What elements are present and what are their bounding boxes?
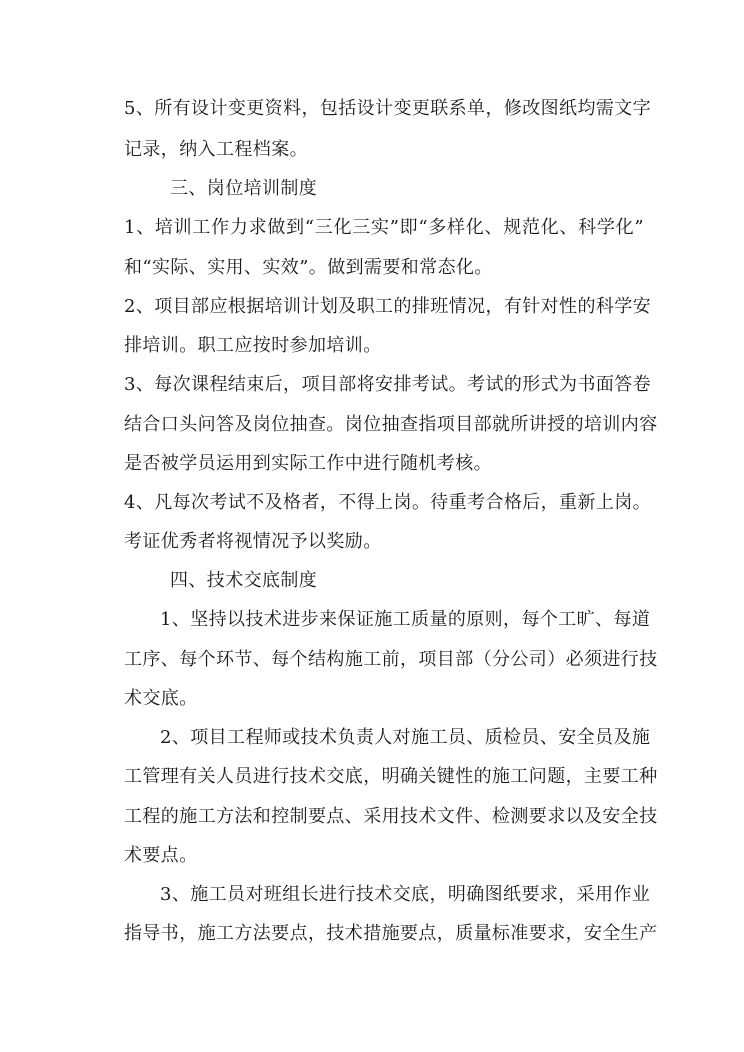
paragraph-line: 5、所有设计变更资料，包括设计变更联系单，修改图纸均需文字: [124, 98, 652, 119]
paragraph-line: 1、培训工作力求做到“三化三实”即“多样化、规范化、科学化”: [124, 217, 644, 238]
paragraph-line: 3、施工员对班组长进行技术交底，明确图纸要求，采用作业: [160, 884, 651, 905]
paragraph-line: 术交底。: [124, 688, 198, 709]
paragraph-line: 和“实际、实用、实效”。做到需要和常态化。: [124, 257, 493, 278]
paragraph-line: 考证优秀者将视情况予以奖励。: [124, 531, 382, 552]
paragraph-line: 1、坚持以技术进步来保证施工质量的原则，每个工旷、每道: [160, 609, 651, 630]
paragraph-line: 工序、每个环节、每个结构施工前，项目部（分公司）必须进行技: [124, 649, 658, 670]
section-heading: 四、技术交底制度: [170, 570, 318, 591]
paragraph-line: 3、每次课程结束后，项目部将安排考试。考试的形式为书面答卷: [124, 374, 652, 395]
paragraph-line: 2、项目部应根据培训计划及职工的排班情况，有针对性的科学安: [124, 296, 652, 317]
paragraph-line: 工管理有关人员进行技术交底，明确关键性的施工问题，主要工种: [124, 766, 658, 787]
paragraph-line: 排培训。职工应按时参加培训。: [124, 335, 382, 356]
paragraph-line: 是否被学员运用到实际工作中进行随机考核。: [124, 453, 492, 474]
paragraph-line: 术要点。: [124, 845, 198, 866]
section-heading: 三、岗位培训制度: [170, 178, 318, 199]
paragraph-line: 4、凡每次考试不及格者，不得上岗。待重考合格后，重新上岗。: [124, 492, 652, 513]
paragraph-line: 结合口头问答及岗位抽查。岗位抽查指项目部就所讲授的培训内容: [124, 414, 658, 435]
paragraph-line: 工程的施工方法和控制要点、采用技术文件、检测要求以及安全技: [124, 806, 658, 827]
paragraph-line: 指导书，施工方法要点，技术措施要点，质量标准要求，安全生产: [124, 923, 658, 944]
paragraph-line: 记录，纳入工程档案。: [124, 139, 308, 160]
paragraph-line: 2、项目工程师或技术负责人对施工员、质检员、安全员及施: [160, 727, 651, 748]
